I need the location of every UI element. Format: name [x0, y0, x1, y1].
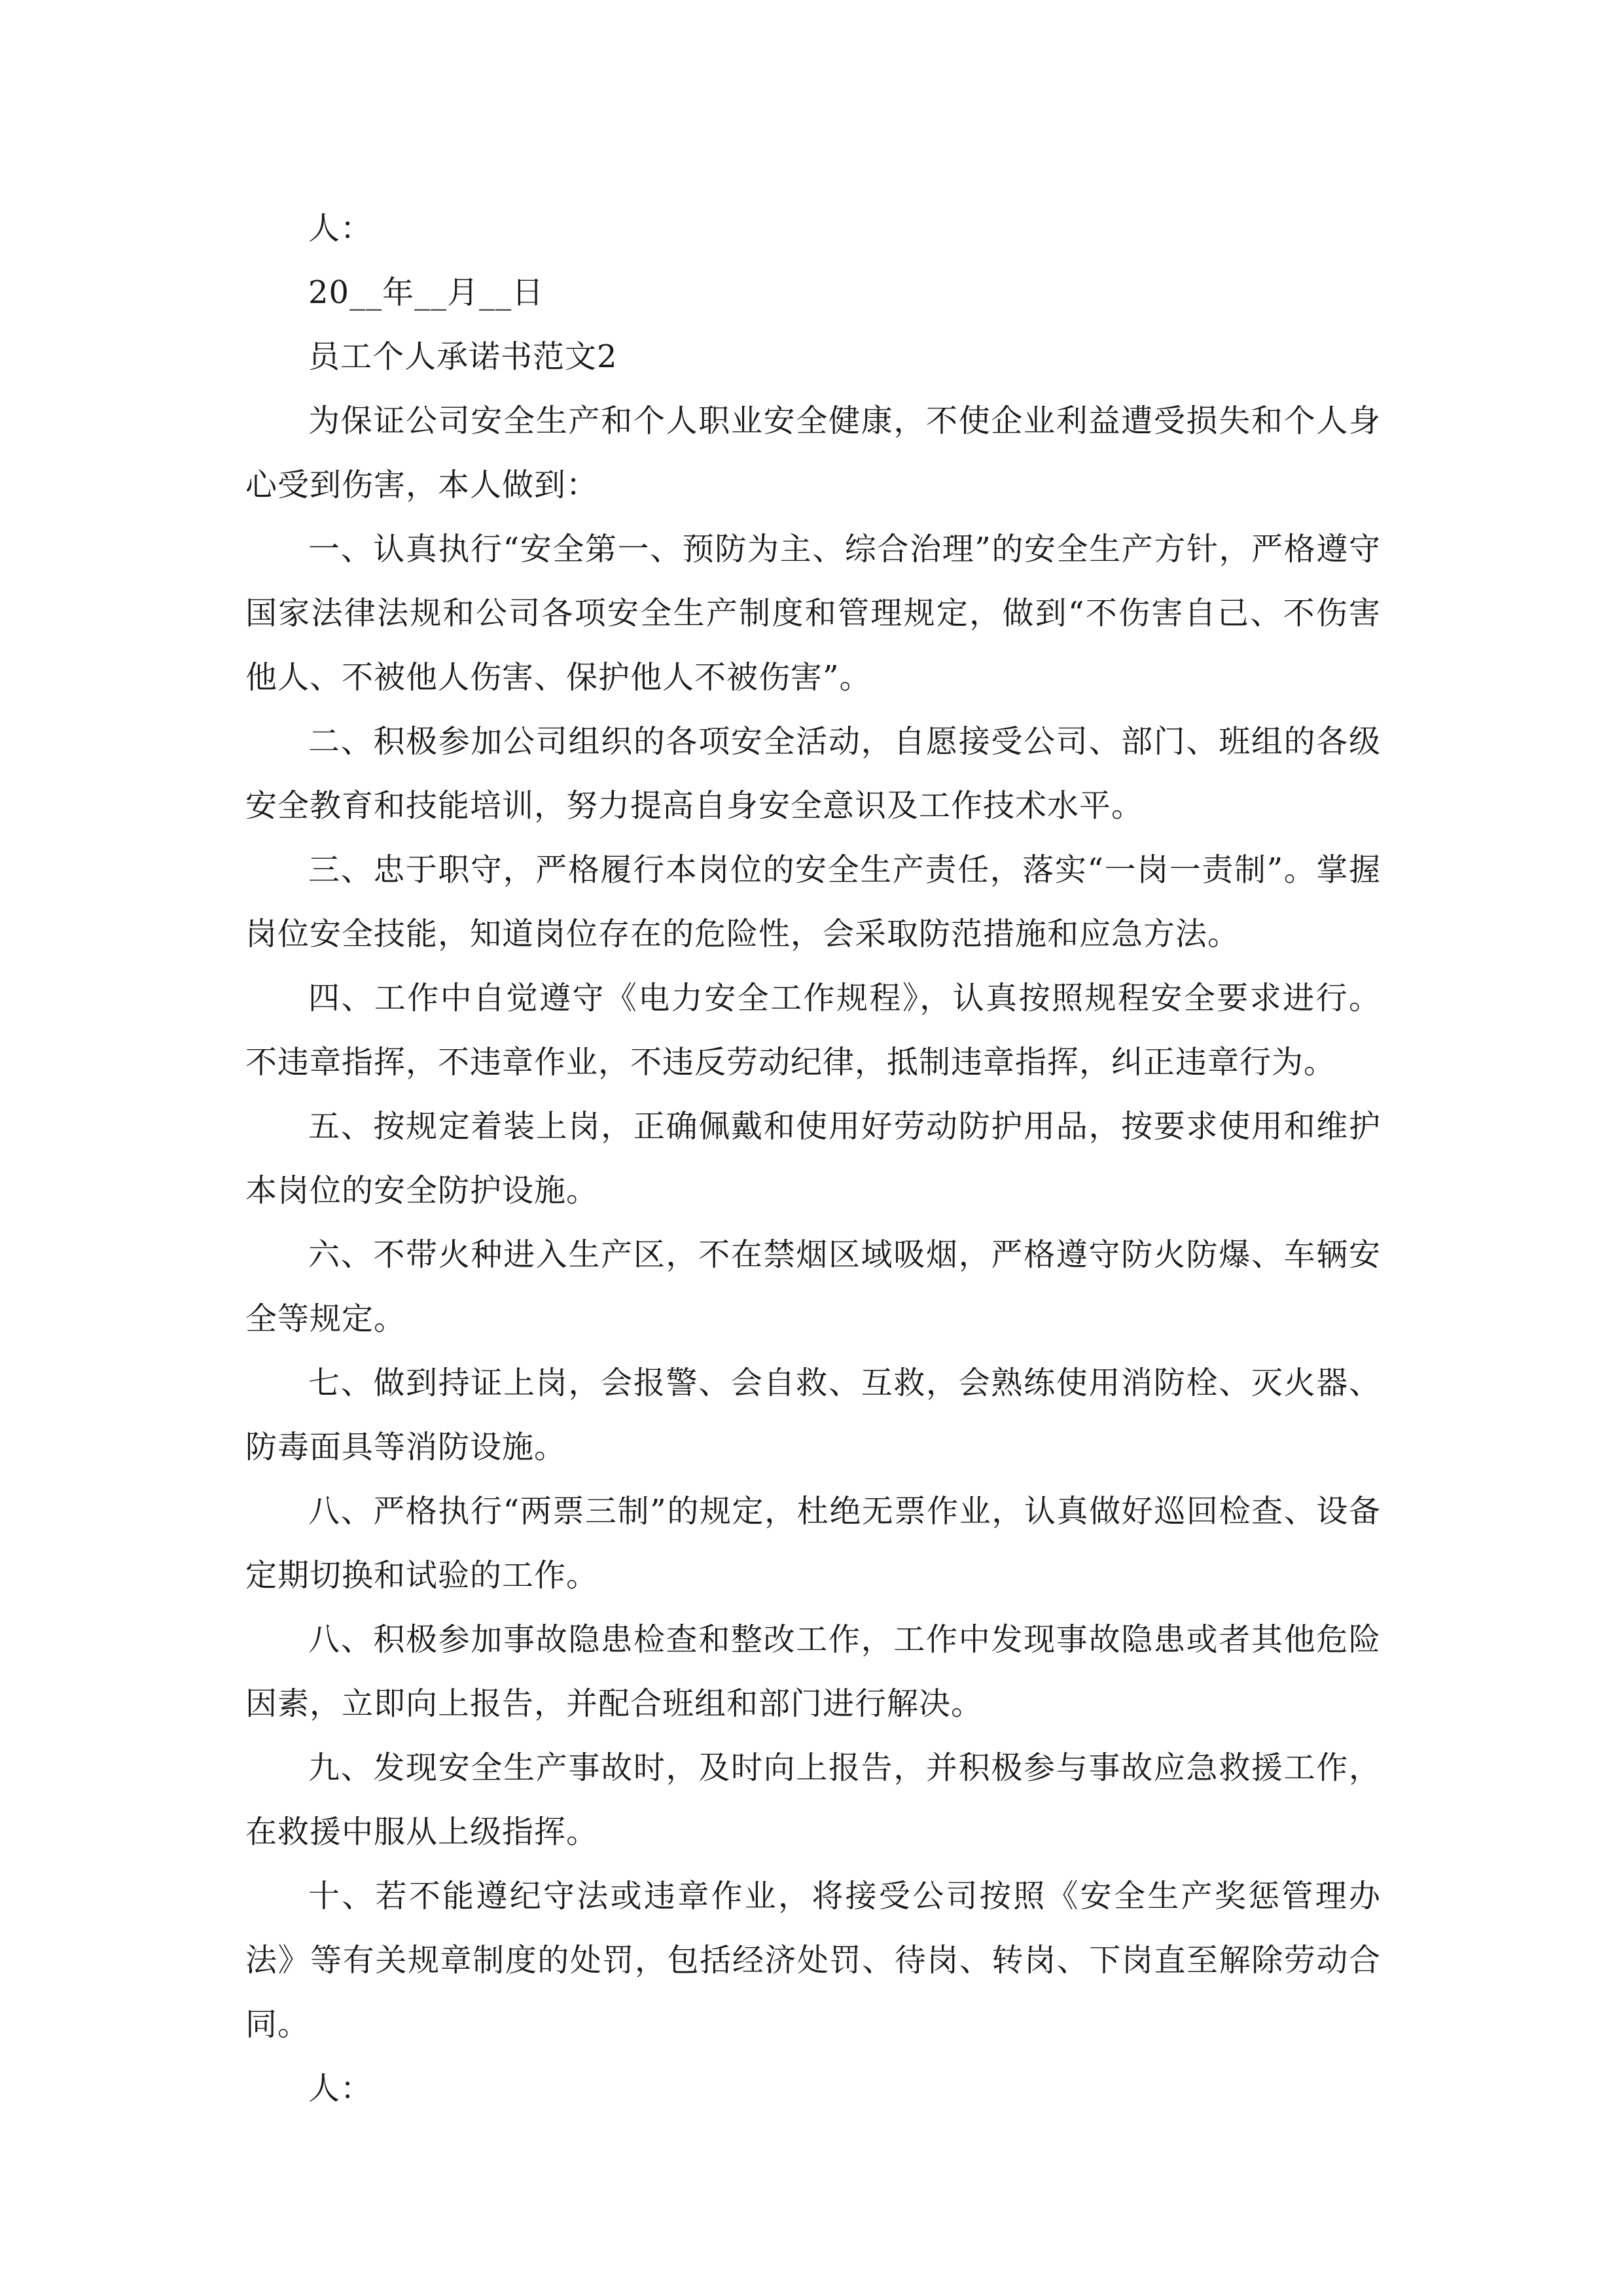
pledge-item-1: 一、认真执行“安全第一、预防为主、综合治理”的安全生产方针，严格遵守国家法律法规和公司各项安全生产制度和管理规定，做到“不伤害自己、不伤害他人、不被他人伤害、保护他人不被伤害”。: [245, 531, 1381, 696]
pledge-item-10: 十、若不能遵纪守法或违章作业，将接受公司按照《安全生产奖惩管理办法》等有关规章制度的处罚，包括经济处罚、待岗、转岗、下岗直至解除劳动合同。: [245, 1878, 1381, 2043]
pledge-item-4: 四、工作中自觉遵守《电力安全工作规程》，认真按照规程安全要求进行。不违章指挥，不违章作业，不违反劳动纪律，抵制违章指挥，纠正违章行为。: [245, 980, 1381, 1081]
signature-line: 人：: [308, 210, 373, 247]
document-body: [245, 196, 1381, 2121]
pledge-item-5: 五、按规定着装上岗，正确佩戴和使用好劳动防护用品，按要求使用和维护本岗位的安全防护设施。: [245, 1108, 1381, 1209]
date-line: 20__年__月__日: [308, 274, 544, 311]
pledge-item-6: 六、不带火种进入生产区，不在禁烟区域吸烟，严格遵守防火防爆、车辆安全等规定。: [245, 1236, 1381, 1337]
signature-line-end: 人：: [308, 2070, 373, 2107]
section-title: 员工个人承诺书范文2: [308, 338, 618, 375]
pledge-item-7: 七、做到持证上岗，会报警、会自救、互救，会熟练使用消防栓、灭火器、防毒面具等消防设施。: [245, 1365, 1381, 1465]
pledge-item-9: 九、发现安全生产事故时，及时向上报告，并积极参与事故应急救援工作，在救援中服从上级指挥。: [245, 1749, 1381, 1850]
pledge-item-3: 三、忠于职守，严格履行本岗位的安全生产责任，落实“一岗一责制”。掌握岗位安全技能，知道岗位存在的危险性，会采取防范措施和应急方法。: [245, 852, 1381, 952]
pledge-item-2: 二、积极参加公司组织的各项安全活动，自愿接受公司、部门、班组的各级安全教育和技能培训，努力提高自身安全意识及工作技术水平。: [245, 723, 1381, 824]
pledge-item-8a: 八、严格执行“两票三制”的规定，杜绝无票作业，认真做好巡回检查、设备定期切换和试验的工作。: [245, 1493, 1381, 1594]
pledge-item-8b: 八、积极参加事故隐患检查和整改工作，工作中发现事故隐患或者其他危险因素，立即向上报告，并配合班组和部门进行解决。: [245, 1621, 1381, 1722]
intro-paragraph: 为保证公司安全生产和个人职业安全健康，不使企业利益遭受损失和个人身心受到伤害，本人做到：: [245, 403, 1381, 503]
